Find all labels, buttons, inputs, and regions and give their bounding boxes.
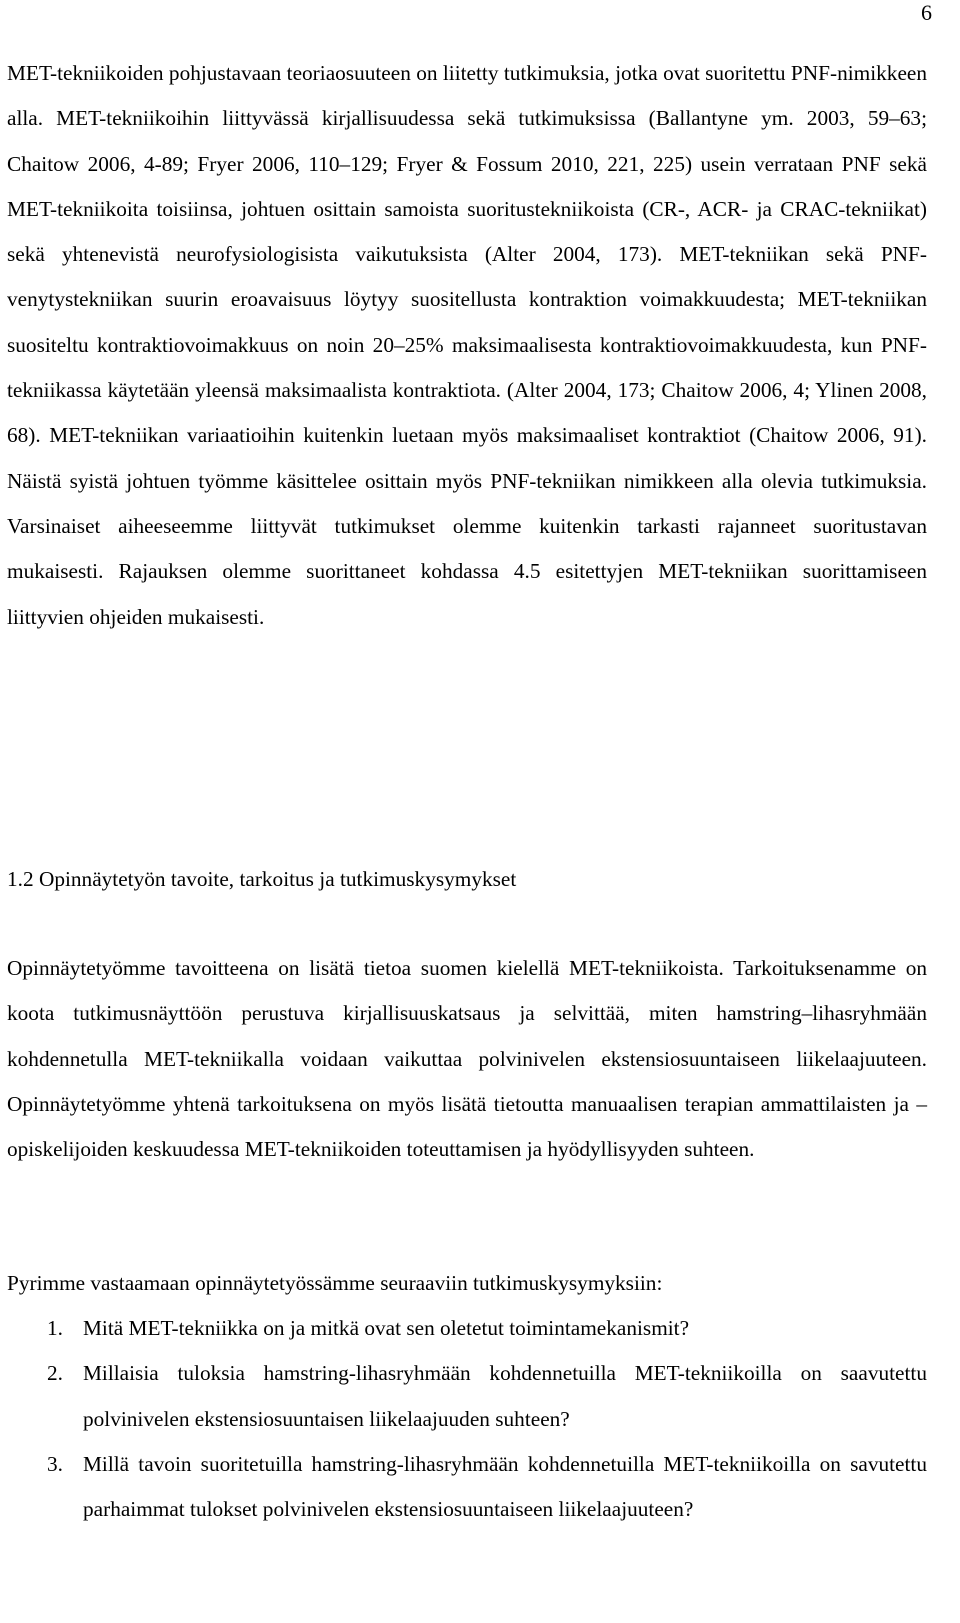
list-item	[7, 1351, 927, 1442]
list-item-text: Mitä MET-tekniikka on ja mitkä ovat sen oletetut toimintamekanismit?	[83, 1316, 690, 1340]
body-paragraph-met-pnf: MET-tekniikoiden pohjustavaan teoriaosuuteen on liitetty tutkimuksia, jotka ovat suoritettu PNF-nimikkeen alla. MET-tekniikoihin liittyvässä kirjallisuudessa sekä tutkimuksissa (Ballantyne ym. 2003, 59–63; Chaitow 2006, 4-89; Fryer 2006, 110–129; Fryer & Fossum 2010, 221, 225) usein verrataan PNF sekä MET-tekniikoita toisiinsa, johtuen osittain samoista suoritustekniikoista (CR-, ACR- ja CRAC-tekniikat) sekä yhtenevistä neurofysiologisista vaikutuksista (Alter 2004, 173). MET-tekniikan sekä PNF-venytystekniikan suurin eroavaisuus löytyy suositellusta kontraktion voimakkuudesta; MET-tekniikan suositeltu kontraktiovoimakkuus on noin 20–25% maksimaalisesta kontraktiovoimakkuudesta, kun PNF-tekniikassa käytetään yleensä maksimaalista kontraktiota. (Alter 2004, 173; Chaitow 2006, 4; Ylinen 2008, 68). MET-tekniikan variaatioihin kuitenkin luetaan myös maksimaaliset kontraktiot (Chaitow 2006, 91). Näistä syistä johtuen työmme käsittelee osittain myös PNF-tekniikan nimikkeen alla olevia tutkimuksia. Varsinaiset aiheeseemme liittyvät tutkimukset olemme kuitenkin tarkasti rajanneet suoritustavan mukaisesti. Rajauksen olemme suorittaneet kohdassa 4.5 esitettyjen MET-tekniikan suorittamiseen liittyvien ohjeiden mukaisesti.	[7, 61, 927, 629]
list-item	[7, 1442, 927, 1533]
list-item-number: 2.	[47, 1361, 63, 1386]
list-item-number: 3.	[47, 1451, 63, 1476]
page-number: 6	[921, 0, 932, 25]
document-body	[7, 51, 927, 1522]
list-item-text: Millaisia tuloksia hamstring-lihasryhmään kohdennetuilla MET-tekniikoilla on saavutettu polvinivelen ekstensiosuuntaisen liikelaajuuden suhteen?	[83, 1361, 927, 1431]
questions-intro: Pyrimme vastaamaan opinnäytetyössämme seuraaviin tutkimuskysymyksiin:	[7, 1271, 663, 1295]
list-item	[7, 1306, 927, 1351]
list-item-number: 1.	[47, 1316, 63, 1340]
list-item-text: Millä tavoin suoritetuilla hamstring-lihasryhmään kohdennetuilla MET-tekniikoilla on savutettu parhaimmat tulokset polvinivelen ekstensiosuuntaiseen liikelaajuuteen?	[83, 1451, 927, 1522]
section-heading: 1.2 Opinnäytetyön tavoite, tarkoitus ja tutkimuskysymykset	[7, 867, 517, 891]
research-questions-list	[7, 1306, 927, 1532]
body-paragraph-goals: Opinnäytetyömme tavoitteena on lisätä tietoa suomen kielellä MET-tekniikoista. Tarkoituksenamme on koota tutkimusnäyttöön perustuva kirjallisuuskatsaus ja selvittää, miten hamstring–lihasryhmään kohdennetulla MET-tekniikalla voidaan vaikuttaa polvinivelen ekstensiosuuntaiseen liikelaajuuteen. Opinnäytetyömme yhtenä tarkoituksena on myös lisätä tietoutta manuaalisen terapian ammattilaisten ja – opiskelijoiden keskuudessa MET-tekniikoiden toteuttamisen ja hyödyllisyyden suhteen.	[7, 956, 927, 1162]
